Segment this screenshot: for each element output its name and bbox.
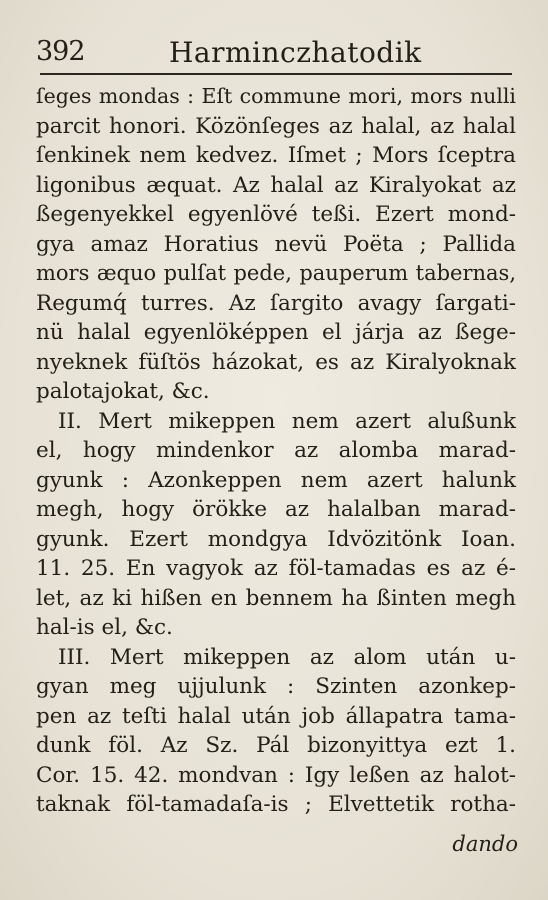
text-line: ſenkinek nem kedvez. Iſmet ; Mors ſceptra <box>36 143 516 168</box>
text-line: III. Mert mikeppen az alom után u- <box>58 644 516 670</box>
text-line: gyunk. Ezert mondgya Idvözitönk Ioan. <box>36 526 516 552</box>
text-line: let, az ki hißen en bennem ha ßinten megh <box>36 585 516 611</box>
text-line: gyunk : Azonkeppen nem azert halunk <box>36 467 516 493</box>
text-line: dunk föl. Az Sz. Pál bizonyittya ezt 1. <box>36 733 516 758</box>
text-line: palotajokat, &c. <box>36 379 210 404</box>
page-header <box>36 28 514 74</box>
text-line: nyeknek füſtös házokat, es az Kiralyoknak <box>36 349 516 375</box>
text-line: taknak föl-tamadaſa-is ; Elvettetik rotha- <box>36 792 516 817</box>
text-line: el, hogy mindenkor az alomba marad- <box>36 438 516 463</box>
text-line: gya amaz Horatius nevü Poëta ; Pallida <box>36 231 516 257</box>
text-line: ligonibus æquat. Az halal az Kiralyokat az <box>36 172 516 198</box>
page-number: 392 <box>36 36 85 67</box>
text-line: nü halal egyenlöképpen el járja az ßege- <box>36 320 516 345</box>
body-text <box>36 82 516 820</box>
text-line: 11. 25. En vagyok az föl-tamadas es az é- <box>36 556 516 581</box>
text-line: hal-is el, &c. <box>36 615 173 640</box>
text-line: gyan meg ujjulunk : Szinten azonkep- <box>36 674 516 699</box>
text-line: parcit honori. Közönſeges az halal, az halal <box>36 113 516 139</box>
running-head: Harminczhatodik <box>169 36 422 69</box>
header-rule <box>40 73 512 75</box>
text-line: mors æquo pulſat pede, pauperum tabernas, <box>36 261 516 285</box>
text-line: Cor. 15. 42. mondvan : Igy leßen az halot- <box>36 762 516 788</box>
text-line: II. Mert mikeppen nem azert alußunk <box>58 408 516 434</box>
text-line: ßegenyekkel egyenlövé teßi. Ezert mond- <box>36 202 516 227</box>
catchword: dando <box>452 832 518 856</box>
text-line: pen az teſti halal után job állapatra tama- <box>36 703 516 729</box>
text-line: Regumq́ turres. Az ſargito avagy ſargati- <box>36 290 516 316</box>
text-line: megh, hogy örökke az halalban marad- <box>36 497 516 522</box>
text-line: ſeges mondas : Eſt commune mori, mors nulli <box>36 84 516 108</box>
